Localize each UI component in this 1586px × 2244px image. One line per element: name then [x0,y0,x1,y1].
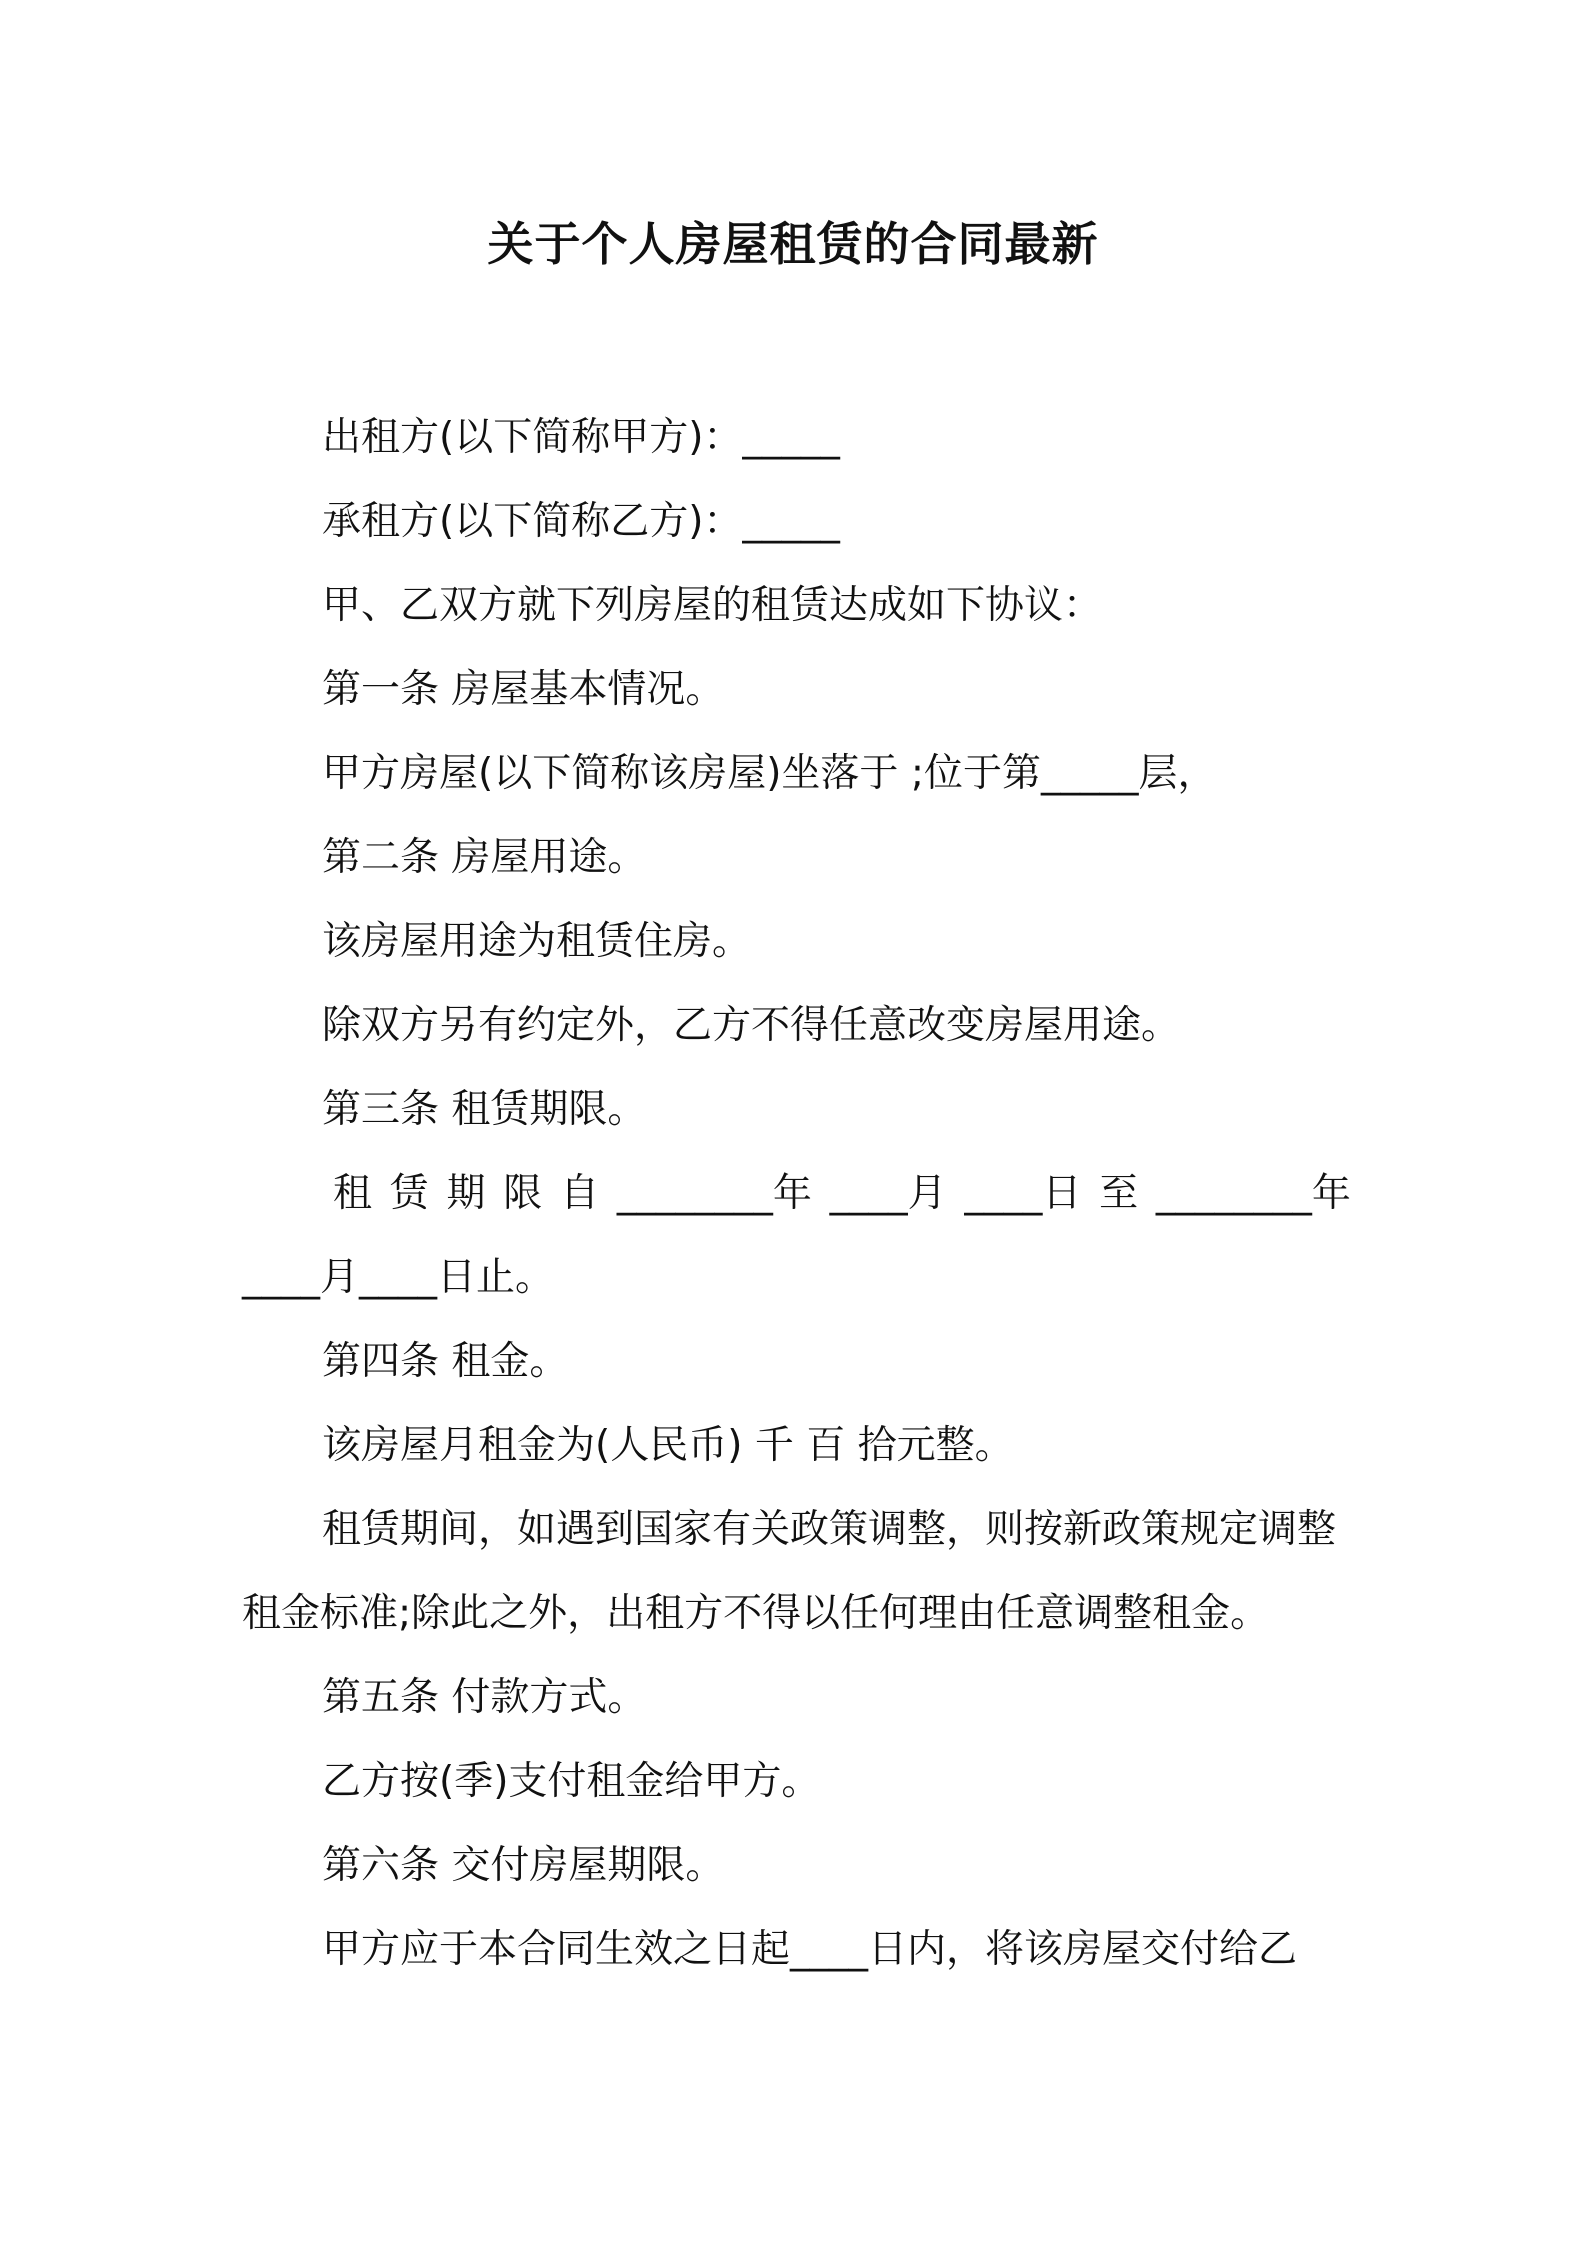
article4-body-2-line-2: 租金标准;除此之外，出租方不得以任何理由任意调整租金。 [242,1591,1270,1636]
article4-body-1: 该房屋月租金为(人民币) 千 百 拾元整。 [322,1423,1014,1468]
article2-body-2: 除双方另有约定外，乙方不得任意改变房屋用途。 [322,1003,1181,1048]
article1-heading: 第一条 房屋基本情况。 [322,667,725,712]
lease-term-part: ________年 [1155,1171,1351,1216]
lease-term-part: ________年 [616,1171,812,1216]
article5-heading: 第五条 付款方式。 [322,1675,647,1720]
article2-heading: 第二条 房屋用途。 [322,835,647,880]
lease-term-part: 期 [446,1171,486,1216]
article3-body-line-2: ____月____日止。 [242,1255,555,1300]
article4-heading: 第四条 租金。 [322,1339,569,1384]
agreement-intro: 甲、乙双方就下列房屋的租赁达成如下协议： [322,583,1103,628]
lessee-line: 承租方(以下简称乙方)：_____ [322,499,840,544]
lease-term-part: 限 [503,1171,543,1216]
article1-body: 甲方房屋(以下简称该房屋)坐落于 ;位于第_____层， [322,751,1217,796]
lessor-line: 出租方(以下简称甲方)：_____ [322,415,840,460]
article5-body: 乙方按(季)支付租金给甲方。 [322,1759,821,1804]
article6-heading: 第六条 交付房屋期限。 [322,1843,725,1888]
article3-heading: 第三条 租赁期限。 [322,1087,647,1132]
lease-term-part: 至 [1099,1171,1139,1216]
article6-body: 甲方应于本合同生效之日起____日内，将该房屋交付给乙 [322,1927,1298,1972]
article3-body-line-1 [333,1166,1351,1222]
lease-term-part: ____月 [829,1171,947,1216]
lease-term-part: 自 [560,1171,600,1216]
document-title: 关于个人房屋租赁的合同最新 [487,217,1099,271]
article4-body-2-line-1: 租赁期间，如遇到国家有关政策调整，则按新政策规定调整 [322,1507,1337,1552]
lease-term-part: 赁 [389,1171,429,1216]
lease-term-part: ____日 [964,1171,1082,1216]
lease-term-part: 租 [333,1171,373,1216]
article2-body-1: 该房屋用途为租赁住房。 [322,919,752,964]
